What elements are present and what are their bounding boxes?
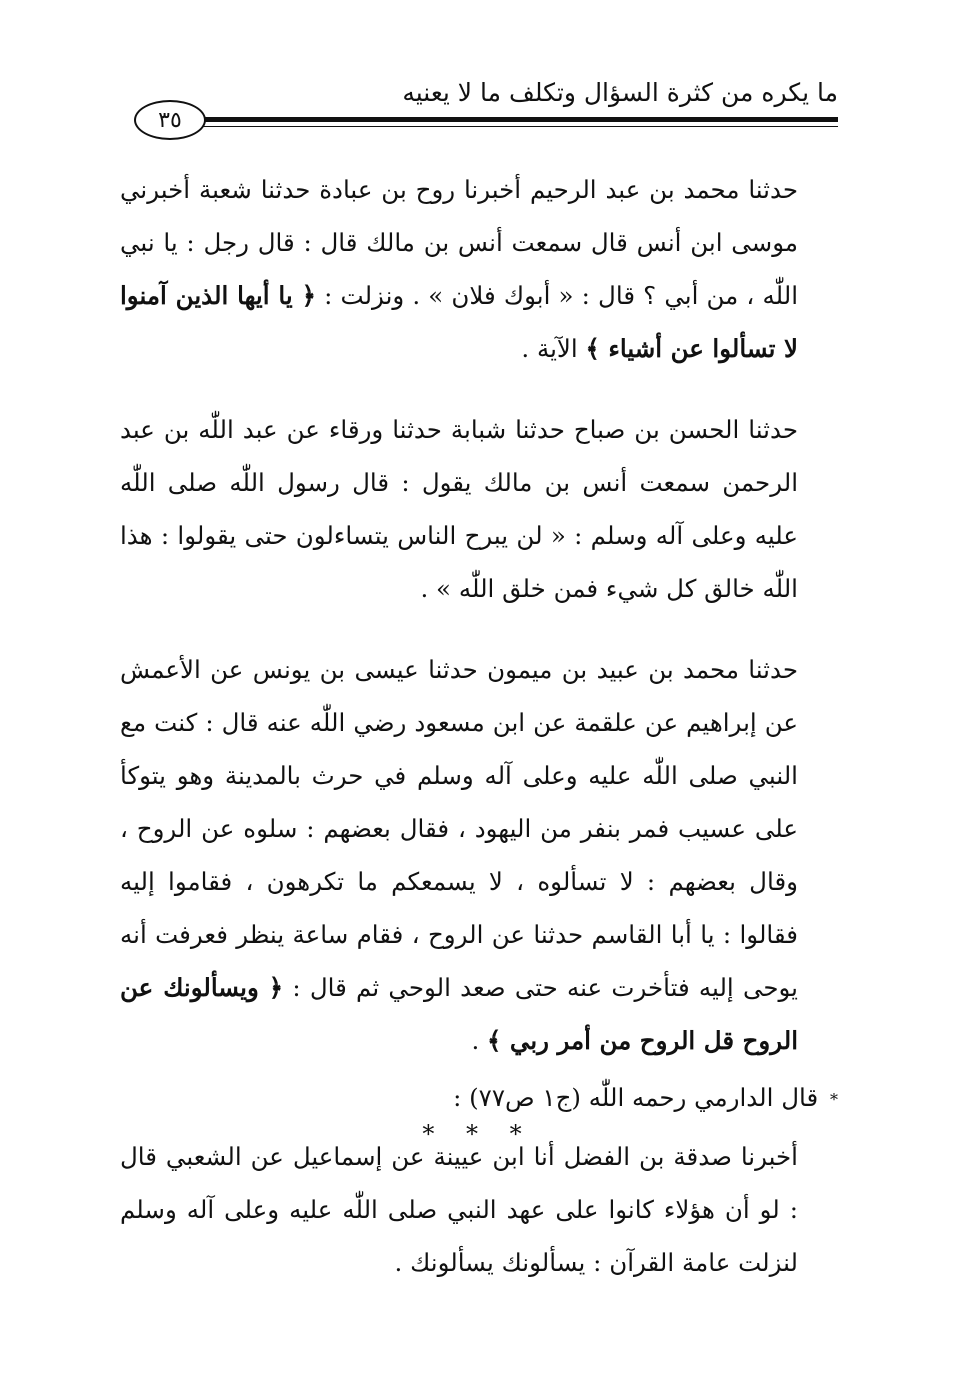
page-number: ٣٥: [134, 100, 206, 140]
paragraph-tail: الآية .: [521, 334, 578, 363]
paragraph-text: حدثنا الحسن بن صباح حدثنا شبابة حدثنا ورقاء عن عبد اللّٰه بن عبد الرحمن سمعت أنس بن مالك يقول : قال رسول اللّٰه صلى اللّٰه عليه وعلى آله وسلم : « لن يبرح الناس يتساءلون حتى يقولوا : هذا اللّٰه خالق كل شيء فمن خلق اللّٰه » .: [120, 415, 798, 603]
header-rule-thick: [196, 117, 838, 122]
paragraph-text: حدثنا محمد بن عبد الرحيم أخبرنا روح بن عبادة حدثنا شعبة أخبرني موسى ابن أنس قال سمعت أنس بن مالك قال : قال رجل : يا نبي اللّٰه ، من أبي ؟ قال : « أبوك فلان » . ونزلت :: [120, 175, 799, 310]
source-heading: [120, 1071, 838, 1126]
running-header-title: ما يكره من كثرة السؤال وتكلف ما لا يعنيه: [402, 78, 838, 107]
hadith-paragraph-3: [120, 643, 838, 1067]
paragraph-text: حدثنا محمد بن عبيد بن ميمون حدثنا عيسى بن يونس عن الأعمش عن إبراهيم عن علقمة عن ابن مسعود رضي اللّٰه عنه قال : كنت مع النبي صلى اللّٰه عليه وعلى آله وسلم في حرث بالمدينة وهو يتوكأ على عسيب فمر بنفر من اليهود ، فقال بعضهم : سلوه عن الروح ، وقال بعضهم : لا تسألوه ، لا يسمعكم ما تكرهون ، فقاموا إليه فقالوا : يا أبا القاسم حدثنا عن الروح ، فقام ساعة ينظر فعرفت أنه يوحى إليه فتأخرت عنه حتى صعد الوحي ثم قال :: [120, 655, 798, 1002]
quran-quote: ﴿ يا أيها الذين آمنوا لا تسألوا عن أشياء ﴾: [120, 281, 798, 363]
paragraph-tail: .: [471, 1026, 480, 1055]
hadith-paragraph-1: [120, 163, 838, 375]
section-separator: * * *: [422, 1120, 534, 1148]
paragraph-text: أخبرنا صدقة بن الفضل أنا ابن عيينة عن إسماعيل عن الشعبي قال : لو أن هؤلاء كانوا على عهد النبي صلى اللّٰه عليه وعلى آله وسلم لنزلت عامة القرآن : يسألونك يسألونك .: [120, 1142, 798, 1277]
hadith-paragraph-4: [120, 1130, 838, 1289]
header-rule-thin: [196, 126, 838, 127]
source-heading-text: قال الدارمي رحمه اللّٰه (ج١ ص٧٧) :: [453, 1083, 819, 1112]
asterisk-mark: *: [830, 1090, 838, 1109]
quran-quote: ﴿ ويسألونك عن الروح قل الروح من أمر ربي ﴾: [120, 973, 798, 1055]
hadith-paragraph-2: [120, 403, 838, 615]
